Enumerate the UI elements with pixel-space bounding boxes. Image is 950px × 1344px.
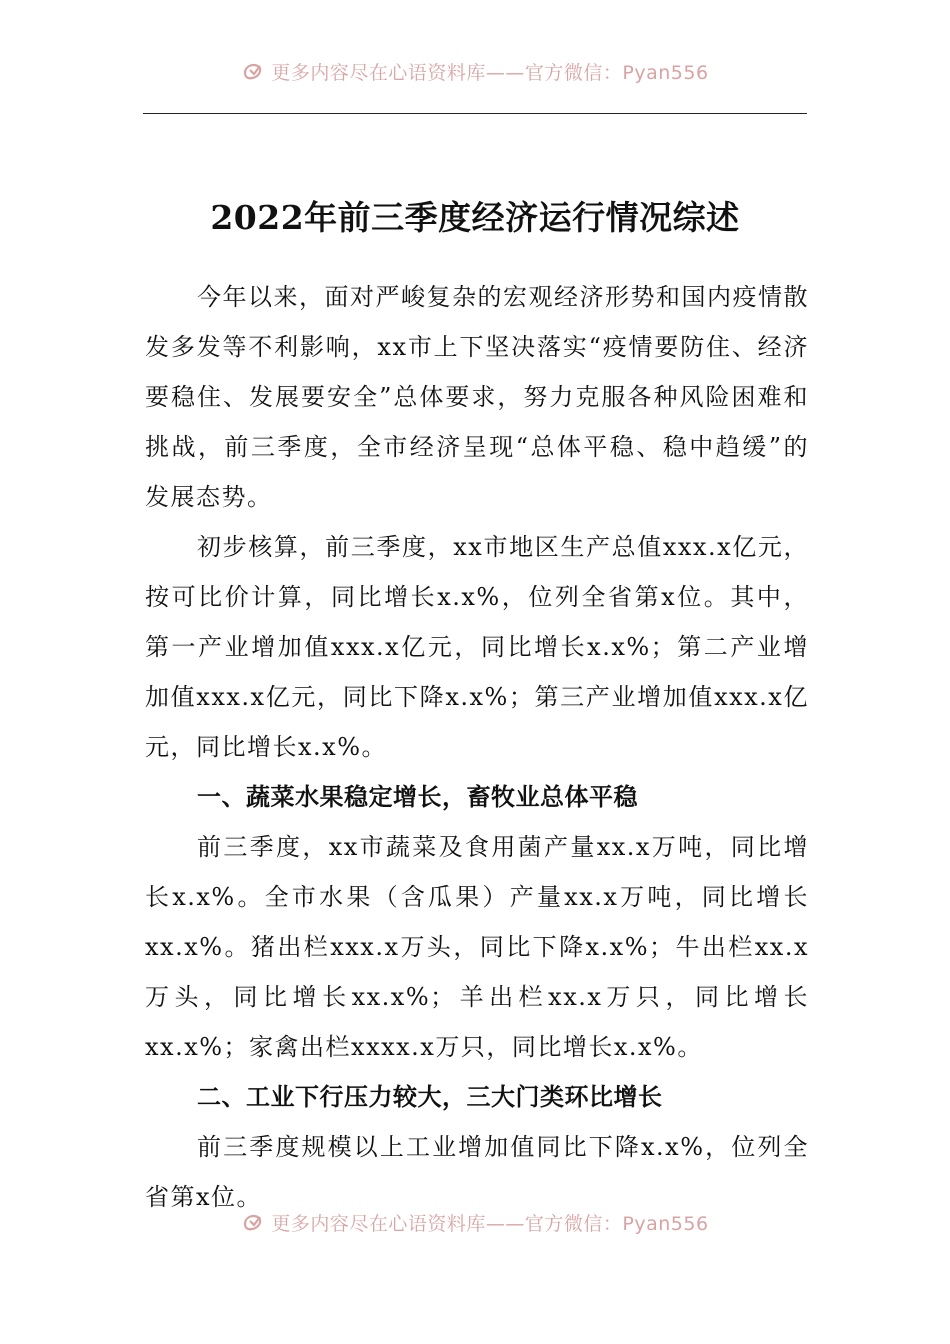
header-watermark [0,56,950,86]
logo-icon [241,59,265,83]
paragraph-intro: 今年以来，面对严峻复杂的宏观经济形势和国内疫情散发多发等不利影响，xx市上下坚决落实“疫情要防住、经济要稳住、发展要安全”总体要求，努力克服各种风险困难和挑战，前三季度，全市经济呈现“总体平稳、稳中趋缓”的发展态势。 [145,283,809,511]
document-title: 2022年前三季度经济运行情况综述 [210,198,740,238]
paragraph-agriculture: 前三季度，xx市蔬菜及食用菌产量xx.x万吨，同比增长x.x%。全市水果（含瓜果）产量xx.x万吨，同比增长xx.x%。猪出栏xxx.x万头，同比下降x.x%；牛出栏xx.x万头，同比增长xx.x%；羊出栏xx.x万只，同比增长xx.x%；家禽出栏xxxx.x万只，同比增长x.x%。 [145,833,809,1061]
document-body [145,272,809,1222]
paragraph-gdp: 初步核算，前三季度，xx市地区生产总值xxx.x亿元，按可比价计算，同比增长x.x%，位列全省第x位。其中，第一产业增加值xxx.x亿元，同比增长x.x%；第二产业增加值xxx.x亿元，同比下降x.x%；第三产业增加值xxx.x亿元，同比增长x.x%。 [145,533,809,761]
paragraph-industry: 前三季度规模以上工业增加值同比下降x.x%，位列全省第x位。 [145,1133,809,1211]
footer-watermark [0,1207,950,1237]
section-heading-industry: 二、工业下行压力较大，三大门类环比增长 [197,1083,663,1111]
watermark-text: 更多内容尽在心语资料库——官方微信：Pyan556 [271,1212,709,1235]
header-rule [143,113,807,114]
logo-icon [241,1210,265,1234]
section-heading-agriculture: 一、蔬菜水果稳定增长，畜牧业总体平稳 [197,783,638,811]
watermark-text: 更多内容尽在心语资料库——官方微信：Pyan556 [271,61,709,84]
